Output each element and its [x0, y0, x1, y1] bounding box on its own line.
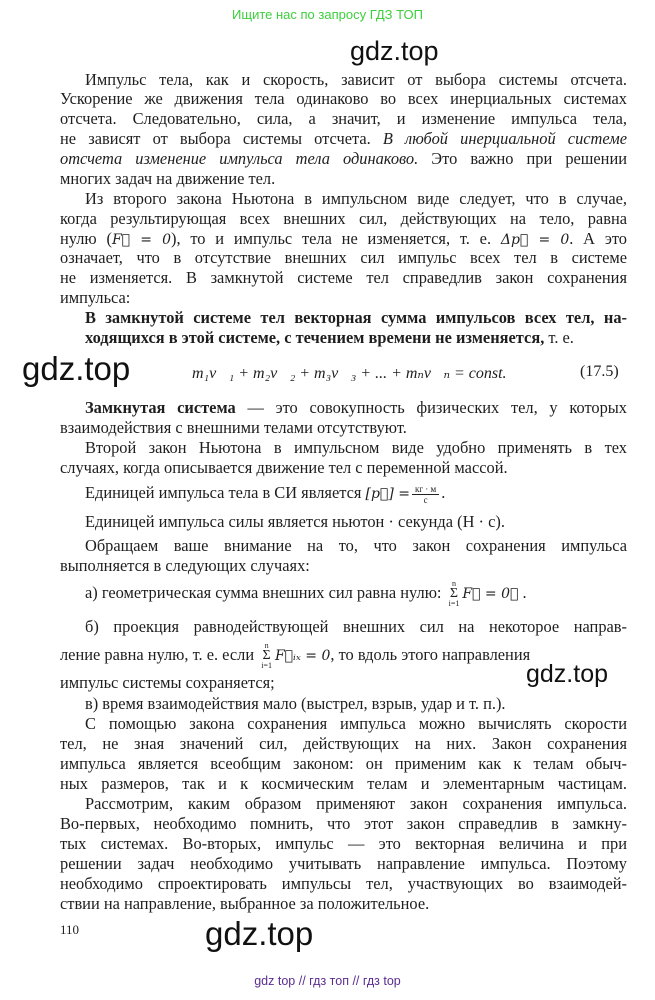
text-segment: Единицей импульса тела в СИ является [85, 483, 366, 502]
summation-symbol [261, 642, 272, 670]
text-segment: взаимодействия с внешними телами отсутствуют. [60, 418, 407, 437]
text-segment: отсчета. Следовательно, сила, а значит, и изменение импульса тела, [60, 109, 627, 128]
text-line [85, 438, 627, 458]
text-segment: б) проекция равнодействующей внешних сил на некоторое направ- [85, 617, 627, 636]
footer-separator: // [298, 974, 306, 988]
italic-text: В любой инерциальной системе [382, 129, 627, 148]
italic-text: отсчета изменение импульса тела одинаково. [60, 149, 419, 168]
text-line [60, 248, 627, 268]
text-line [60, 89, 627, 109]
text-segment: многих задач на движение тел. [60, 169, 276, 188]
watermark-logo: gdz.top [350, 36, 439, 66]
text-line [60, 774, 627, 794]
footer-links [0, 974, 655, 988]
text-segment: Во-первых, необходимо помнить, что этот закон справедлив в замкну- [60, 814, 627, 833]
text-line [60, 834, 627, 854]
text-line [60, 268, 627, 288]
text-line [60, 734, 627, 754]
text-line [60, 229, 627, 249]
conservation-formula: m₁v⃗₁ + m₂v⃗₂ + m₃v⃗₃ + ... + mₙv⃗ₙ = const. [192, 365, 507, 382]
text-segment: необходимо спроектировать импульсы тел, участвующих во взаимодей- [60, 874, 627, 893]
fraction-numerator: кг · м [412, 484, 439, 495]
text-segment: не изменяется. В замкнутой системе тел справедлив закон сохранения [60, 268, 627, 287]
math-expression: F⃗ = 0⃗ [462, 585, 519, 602]
unit-fraction [412, 484, 439, 505]
text-line [60, 556, 627, 576]
text-segment: ление равна нулю, т. е. если [60, 644, 259, 664]
text-line [85, 694, 627, 714]
watermark-logo: gdz.top [205, 915, 314, 952]
text-segment: Обращаем ваше внимание на то, что закон сохранения импульса [85, 536, 627, 555]
text-line [85, 308, 627, 328]
text-segment: . [441, 483, 446, 502]
footer-link[interactable]: гдз топ [309, 974, 349, 988]
text-segment: С помощью закона сохранения импульса можно вычислять скорости [85, 714, 627, 733]
text-segment: когда результирующая всех внешних сил, действующих на тело, равна [60, 209, 627, 228]
text-segment: нулю ( [60, 229, 112, 248]
text-segment: решении задач необходимо учитывать направление импульса. Поэтому [60, 854, 627, 873]
text-line [85, 328, 627, 348]
fraction-denominator: с [423, 494, 428, 505]
text-line [85, 483, 627, 503]
math-expression: Δp⃗ = 0 [500, 232, 570, 248]
text-segment: Второй закон Ньютона в импульсном виде удобно применять в тех [85, 438, 627, 457]
text-segment: Единицей импульса силы является ньютон · секунда (Н · с). [85, 512, 505, 531]
text-line [60, 109, 627, 129]
text-segment: Ускорение же движения тела одинаково во всех инерциальных системах [60, 89, 627, 108]
text-segment: импульса является всеобщим законом: он применим как к телам обыч- [60, 754, 627, 773]
text-line [60, 288, 627, 308]
text-segment: , то вдоль этого направления [330, 644, 531, 664]
text-line [85, 617, 627, 637]
sum-upper: n [451, 579, 456, 588]
text-segment: импульс системы сохраняется; [60, 673, 275, 692]
text-line [85, 70, 627, 90]
bold-text: Замкнутая система [85, 398, 236, 417]
text-segment: Импульс тела, как и скорость, зависит от выбора системы отсчета. [85, 70, 627, 89]
text-line [60, 854, 627, 874]
text-segment: Это важно при решении [418, 149, 627, 168]
formula-number: (17.5) [580, 363, 619, 380]
text-line [60, 149, 627, 169]
footer-separator: // [352, 974, 360, 988]
footer-link[interactable]: gdz top [254, 974, 296, 988]
page-number: 110 [60, 922, 80, 937]
text-segment: — это совокупность физических тел, у которых [235, 398, 627, 417]
text-line [60, 754, 627, 774]
text-line [85, 189, 627, 209]
text-line [85, 714, 627, 734]
watermark-logo: gdz.top [22, 350, 131, 387]
math-expression: [p⃗] = [365, 486, 410, 502]
text-segment: тел, не зная значений сил, действующих на них. Закон сохранения [60, 734, 627, 753]
text-segment: а) геометрическая сумма внешних сил равна нулю: [85, 582, 446, 602]
text-segment: ствии на направление, выбранное за положительное. [60, 894, 430, 913]
text-segment: ), то и импульс тела не изменяется, т. е. [171, 229, 501, 248]
sum-upper: n [264, 641, 269, 650]
sum-lower: i=1 [448, 599, 460, 608]
text-line [85, 512, 627, 532]
text-line [60, 209, 627, 229]
text-line [60, 673, 627, 693]
text-segment: не зависят от выбора системы отсчета. [60, 129, 383, 148]
math-expression: F⃗ = 0 [111, 232, 171, 248]
summation-symbol [449, 580, 460, 608]
text-line [85, 536, 627, 556]
text-segment: . [518, 582, 527, 602]
sigma-icon: Σ [449, 586, 459, 601]
text-segment: выполняется в следующих случаях: [60, 556, 310, 575]
math-expression: F⃗ᵢₓ = 0 [274, 647, 331, 664]
text-line [60, 418, 627, 438]
bold-text: ходящихся в этой системе, с течением времени не изменяется, [85, 328, 545, 347]
text-segment: Из второго закона Ньютона в импульсном виде следует, что в случае, [85, 189, 627, 208]
text-segment: . А это [569, 229, 627, 248]
text-segment: импульса: [60, 288, 131, 307]
footer-link[interactable]: гдз top [362, 974, 401, 988]
search-ad-banner[interactable]: Ищите нас по запросу ГДЗ ТОП [232, 7, 423, 22]
bold-text: В замкнутой системе тел векторная сумма импульсов всех тел, на- [85, 308, 627, 327]
text-line [60, 874, 627, 894]
text-segment: означает, что в отсутствие внешних сил импульс всех тел в системе [60, 248, 627, 267]
text-line [60, 894, 627, 914]
watermark-logo: gdz.top [526, 660, 609, 688]
text-segment: ных размеров, так и к космическим телам и элементарным частицам. [60, 774, 627, 793]
text-segment: Рассмотрим, каким образом применяют закон сохранения импульса. [85, 794, 627, 813]
text-line [60, 641, 627, 670]
text-segment: в) время взаимодействия мало (выстрел, взрыв, удар и т. п.). [85, 694, 506, 713]
text-line [60, 169, 627, 189]
sum-lower: i=1 [261, 661, 272, 670]
text-segment: случаях, когда описывается движение тел с переменной массой. [60, 458, 508, 477]
sigma-icon: Σ [262, 648, 271, 663]
text-line [85, 398, 627, 418]
text-line [60, 814, 627, 834]
text-segment: т. е. [544, 328, 574, 347]
text-segment: тых системах. Во-вторых, импульс — это векторная величина и при [60, 834, 627, 853]
text-line [85, 794, 627, 814]
text-line [60, 129, 627, 149]
text-line [60, 458, 627, 478]
text-line [85, 579, 627, 608]
